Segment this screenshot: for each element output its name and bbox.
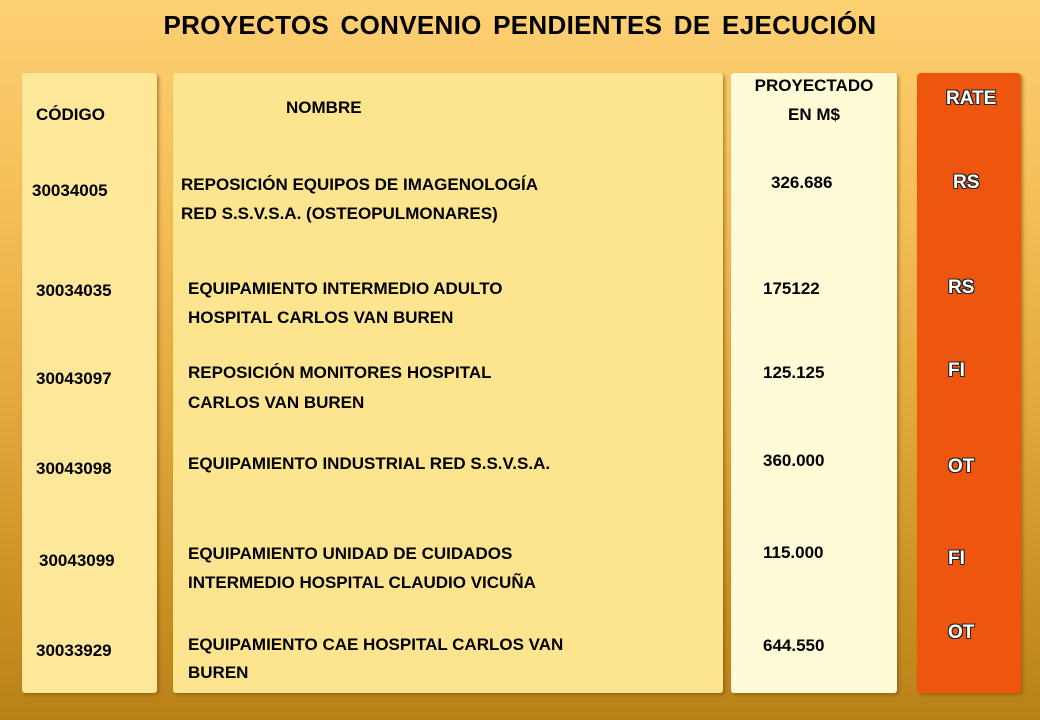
amount-header-line2: EN M$ — [788, 105, 840, 124]
rate-header: RATE — [946, 88, 997, 109]
row-2-amount: 175122 — [763, 279, 820, 298]
row-6-name-line2: BUREN — [188, 663, 249, 682]
page-title: PROYECTOS CONVENIO PENDIENTES DE EJECUCIÓN — [163, 10, 877, 40]
row-5-name-line1: EQUIPAMIENTO UNIDAD DE CUIDADOS — [188, 544, 513, 563]
row-2-code: 30034035 — [36, 281, 112, 300]
row-3-name-line2: CARLOS VAN BUREN — [188, 393, 365, 412]
row-6-amount: 644.550 — [763, 636, 825, 655]
row-2-name-line1: EQUIPAMIENTO INTERMEDIO ADULTO — [188, 279, 503, 298]
row-1-name-line2: RED S.S.V.S.A. (OSTEOPULMONARES) — [181, 204, 498, 223]
row-3-name-line1: REPOSICIÓN MONITORES HOSPITAL — [188, 363, 492, 382]
row-3-rate: FI — [948, 360, 965, 381]
row-2-name-line2: HOSPITAL CARLOS VAN BUREN — [188, 308, 454, 327]
row-1-amount: 326.686 — [771, 173, 833, 192]
amount-header-line1: PROYECTADO — [754, 76, 874, 95]
row-4-name-line1: EQUIPAMIENTO INDUSTRIAL RED S.S.V.S.A. — [188, 454, 551, 473]
row-3-code: 30043097 — [36, 369, 112, 388]
row-4-code: 30043098 — [36, 459, 112, 478]
row-6-rate: OT — [948, 622, 975, 643]
row-5-code: 30043099 — [39, 551, 115, 570]
row-4-amount: 360.000 — [763, 451, 825, 470]
row-1-rate: RS — [953, 172, 980, 193]
row-5-name-line2: INTERMEDIO HOSPITAL CLAUDIO VICUÑA — [188, 573, 536, 592]
row-4-rate: OT — [948, 456, 975, 477]
row-1-name-line1: REPOSICIÓN EQUIPOS DE IMAGENOLOGÍA — [181, 175, 539, 194]
rate-column — [917, 73, 1021, 693]
row-6-name-line1: EQUIPAMIENTO CAE HOSPITAL CARLOS VAN — [188, 635, 564, 654]
code-header: CÓDIGO — [36, 105, 105, 124]
name-header: NOMBRE — [286, 98, 362, 117]
row-5-rate: FI — [948, 548, 965, 569]
row-5-amount: 115.000 — [763, 543, 824, 562]
row-6-code: 30033929 — [36, 641, 112, 660]
row-1-code: 30034005 — [32, 181, 108, 200]
row-3-amount: 125.125 — [763, 363, 825, 382]
row-2-rate: RS — [948, 277, 975, 298]
